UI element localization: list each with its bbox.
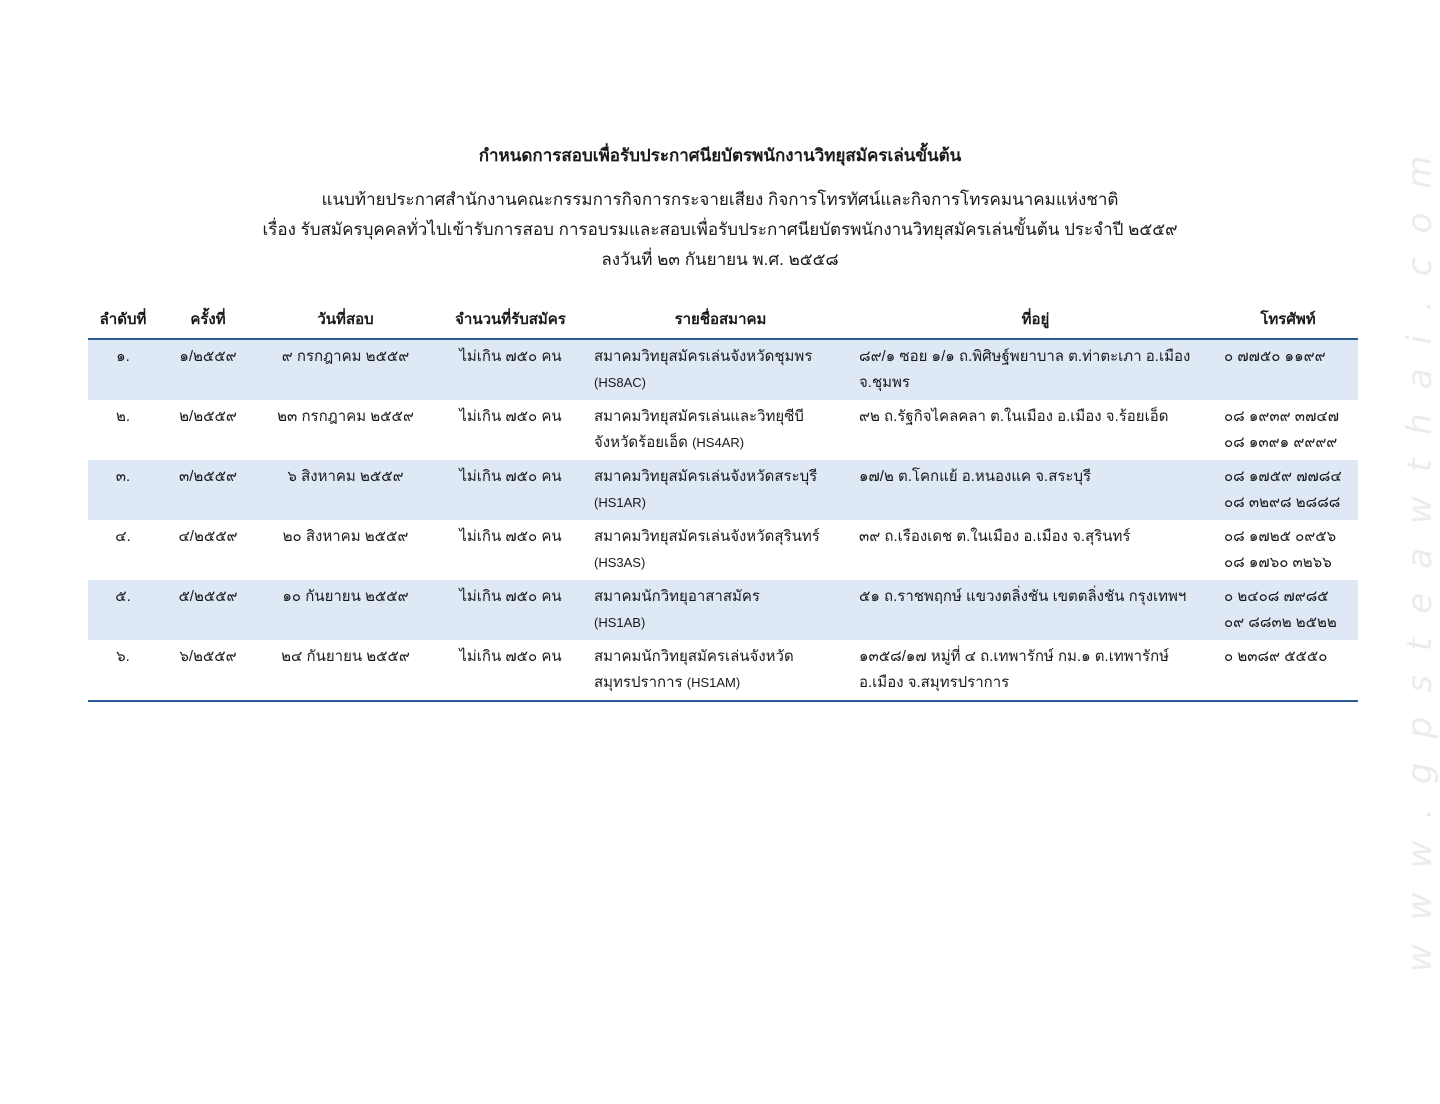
association-callsign: (HS8AC) (594, 375, 647, 390)
cell-no: ๒. (115, 408, 131, 425)
cell-date: ๒๔ กันยายน ๒๕๕๙ (258, 640, 433, 701)
cell-no: ๓. (88, 460, 158, 520)
cell-phone (1218, 580, 1358, 640)
cell-address: ๘๙/๑ ซอย ๑/๑ ถ.พิศิษฐ์พยาบาล ต.ท่าตะเภา อ.เมือง จ.ชุมพร (853, 339, 1218, 400)
table-header-row (88, 300, 1358, 339)
cell-quota: ไม่เกิน ๗๕๐ คน (459, 528, 562, 545)
document-header (0, 142, 1440, 275)
header-association: รายชื่อสมาคม (588, 300, 853, 339)
cell-round: ๒/๒๕๕๙ (179, 408, 237, 425)
cell-date: ๑๐ กันยายน ๒๕๕๙ (258, 580, 433, 640)
cell-association (588, 460, 853, 520)
cell-phone (1218, 640, 1358, 701)
table-row (88, 520, 1358, 580)
cell-phone (1218, 520, 1358, 580)
header-date: วันที่สอบ (258, 300, 433, 339)
header-line-3: ลงวันที่ ๒๓ กันยายน พ.ศ. ๒๕๕๘ (601, 250, 839, 269)
phone-1: ๐ ๗๗๕๐ ๑๑๙๙ (1224, 348, 1326, 365)
association-name: สมาคมวิทยุสมัครเล่นจังหวัดสระบุรี (594, 468, 818, 485)
table-row (88, 460, 1358, 520)
cell-round: ๕/๒๕๕๙ (158, 580, 258, 640)
header-phone: โทรศัพท์ (1218, 300, 1358, 339)
cell-round: ๔/๒๕๕๙ (178, 528, 238, 545)
cell-phone (1218, 339, 1358, 400)
association-name: สมาคมวิทยุสมัครเล่นและวิทยุซีบีจังหวัดร้อยเอ็ด (594, 408, 804, 451)
association-callsign: (HS1AM) (686, 675, 741, 690)
phone-1: ๐ ๒๔๐๘ ๗๙๘๕ (1224, 588, 1329, 605)
header-no: ลำดับที่ (88, 300, 158, 339)
header-quota: จำนวนที่รับสมัคร (433, 300, 588, 339)
association-callsign: (HS3AS) (594, 555, 646, 570)
association-name: สมาคมวิทยุสมัครเล่นจังหวัดชุมพร (594, 348, 813, 365)
phone-1: ๐๘ ๑๗๕๙ ๗๗๘๔ (1224, 468, 1342, 485)
header-address: ที่อยู่ (853, 300, 1218, 339)
cell-round: ๓/๒๕๕๙ (158, 460, 258, 520)
phone-1: ๐ ๒๓๘๙ ๕๕๕๐ (1224, 648, 1328, 665)
phone-2: ๐๘ ๑๓๙๑ ๙๙๙๙ (1224, 434, 1338, 451)
phone-1: ๐๘ ๑๙๓๙ ๓๗๔๗ (1224, 408, 1339, 425)
association-callsign: (HS1AB) (594, 615, 646, 630)
cell-no: ๔. (115, 528, 131, 545)
association-name: สมาคมวิทยุสมัครเล่นจังหวัดสุรินทร์ (594, 528, 820, 545)
cell-phone (1218, 460, 1358, 520)
cell-address: ๕๑ ถ.ราชพฤกษ์ แขวงตลิ่งชัน เขตตลิ่งชัน กรุงเทพฯ (853, 580, 1218, 640)
cell-no: ๕. (88, 580, 158, 640)
cell-no: ๑. (88, 339, 158, 400)
phone-2: ๐๘ ๑๗๖๐ ๓๒๖๖ (1224, 554, 1332, 571)
cell-date: ๒๓ กรกฎาคม ๒๕๕๙ (277, 408, 414, 425)
cell-association (588, 580, 853, 640)
table-row (88, 640, 1358, 701)
header-line-1: แนบท้ายประกาศสำนักงานคณะกรรมการกิจการกระจายเสียง กิจการโทรทัศน์และกิจการโทรคมนาคมแห่งชาติ (321, 190, 1119, 209)
exam-schedule-table (88, 300, 1358, 702)
cell-quota: ไม่เกิน ๗๕๐ คน (433, 339, 588, 400)
phone-2: ๐๙ ๘๘๓๒ ๒๕๒๒ (1224, 614, 1337, 631)
table-row (88, 580, 1358, 640)
watermark-text: www.gpsteawthai.com (1400, 131, 1440, 973)
phone-1: ๐๘ ๑๗๒๕ ๐๙๕๖ (1224, 528, 1337, 545)
cell-round: ๑/๒๕๕๙ (158, 339, 258, 400)
cell-quota: ไม่เกิน ๗๕๐ คน (433, 640, 588, 701)
cell-association (588, 339, 853, 400)
header-round: ครั้งที่ (158, 300, 258, 339)
association-name: สมาคมนักวิทยุสมัครเล่นจังหวัดสมุทรปราการ (594, 648, 794, 691)
table-row (88, 400, 1358, 460)
cell-quota: ไม่เกิน ๗๕๐ คน (433, 580, 588, 640)
cell-date: ๖ สิงหาคม ๒๕๕๙ (258, 460, 433, 520)
document-title: กำหนดการสอบเพื่อรับประกาศนียบัตรพนักงานวิทยุสมัครเล่นขั้นต้น (478, 146, 962, 165)
cell-round: ๖/๒๕๕๙ (158, 640, 258, 701)
cell-date: ๒๐ สิงหาคม ๒๕๕๙ (282, 528, 409, 545)
cell-no: ๖. (88, 640, 158, 701)
cell-date: ๙ กรกฎาคม ๒๕๕๙ (258, 339, 433, 400)
header-line-2: เรื่อง รับสมัครบุคคลทั่วไปเข้ารับการสอบ การอบรมและสอบเพื่อรับประกาศนียบัตรพนักงานวิทยุสมัครเล่นขั้นต้น ประจำปี ๒๕๕๙ (262, 220, 1178, 239)
association-name: สมาคมนักวิทยุอาสาสมัคร (594, 588, 760, 605)
association-callsign: (HS4AR) (692, 435, 745, 450)
cell-address: ๑๗/๒ ต.โคกแย้ อ.หนองแค จ.สระบุรี (853, 460, 1218, 520)
cell-quota: ไม่เกิน ๗๕๐ คน (459, 408, 562, 425)
cell-association (588, 520, 853, 580)
table-row (88, 339, 1358, 400)
cell-quota: ไม่เกิน ๗๕๐ คน (433, 460, 588, 520)
phone-2: ๐๘ ๓๒๙๘ ๒๘๘๘ (1224, 494, 1341, 511)
association-callsign: (HS1AR) (594, 495, 647, 510)
cell-phone (1218, 400, 1358, 460)
cell-address: ๓๙ ถ.เรืองเดช ต.ในเมือง อ.เมือง จ.สุรินทร์ (859, 528, 1131, 545)
cell-association (588, 640, 853, 701)
cell-address: ๑๓๕๘/๑๗ หมู่ที่ ๔ ถ.เทพารักษ์ กม.๑ ต.เทพารักษ์ อ.เมือง จ.สมุทรปราการ (853, 640, 1218, 701)
cell-association (588, 400, 853, 460)
cell-address: ๙๒ ถ.รัฐกิจไคลคลา ต.ในเมือง อ.เมือง จ.ร้อยเอ็ด (859, 408, 1169, 425)
